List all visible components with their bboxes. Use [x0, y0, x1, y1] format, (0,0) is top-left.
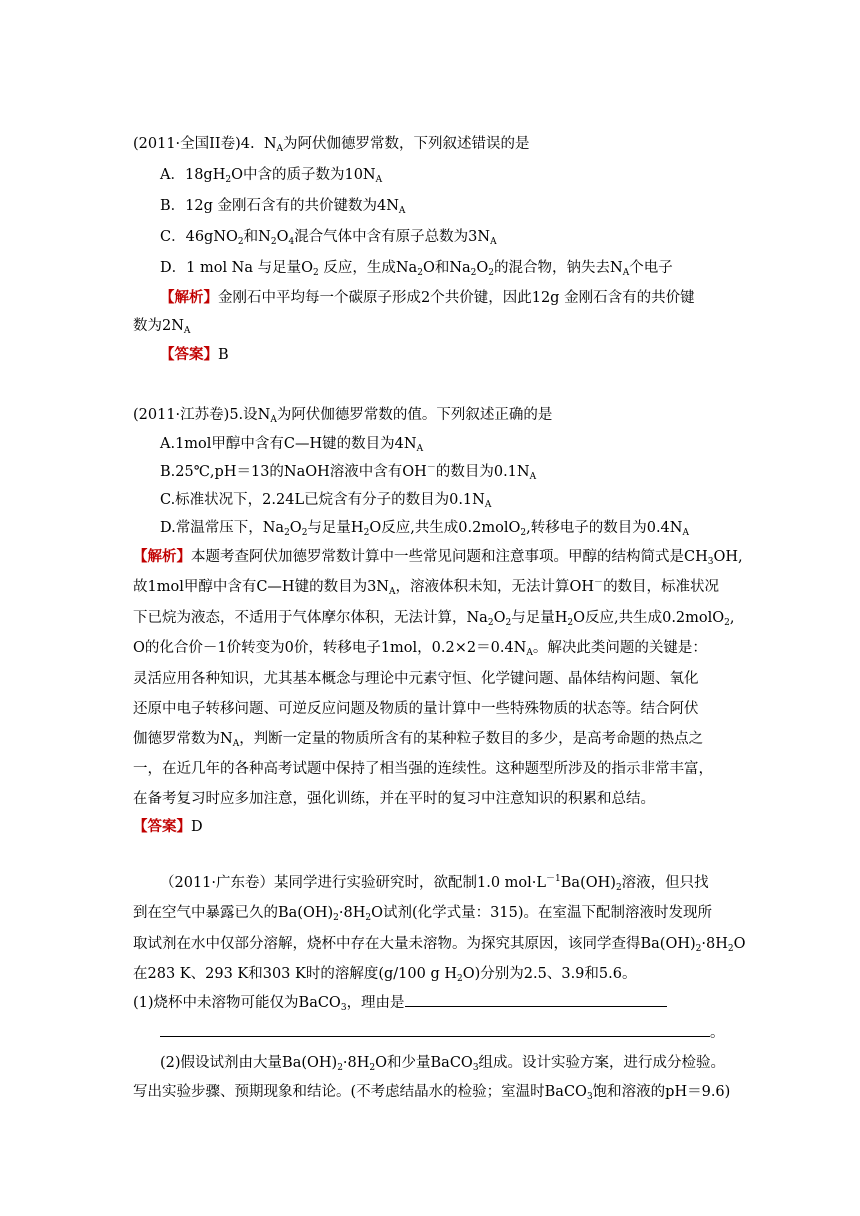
- q2-answer: [133, 817, 203, 837]
- q1-option-b: B．12g 金刚石含有的共价键数为$4N_A$: [160, 198, 406, 216]
- q3-para-line-0: （2011·广东卷）某同学进行实验研究时，欲配制1.0 $mol\cdot L^{-1}Ba(OH)_2$溶液，但只找: [160, 874, 709, 893]
- q2-source: (2011·江苏卷)5.: [133, 407, 244, 423]
- q3-sub1-text: (1)烧杯中未溶物可能仅为BaCO$_3$，理由是: [133, 995, 405, 1013]
- q2-analysis-line-0: [133, 547, 743, 567]
- q3-sub2-line-0: (2)假设试剂由大量$Ba(OH)_2\cdot 8H_2O$和少量BaCO$_3$组成。设计实验方案，进行成分检验。: [160, 1055, 726, 1073]
- q1-analysis-text-1: 金刚石中平均每一个碳原子形成2个共价键，因此12g 金刚石含有的共价键: [218, 290, 695, 306]
- q1-answer-tag: 【答案】: [160, 346, 218, 363]
- q2-analysis-text-0: 本题考查阿伏加德罗常数计算中一些常见问题和注意事项。甲醇的结构简式是$CH_3OH$,: [191, 549, 743, 567]
- q2-answer-tag: 【答案】: [133, 818, 191, 835]
- q3-sub1-end: 。: [710, 1025, 725, 1041]
- q3-para-line-2: 取试剂在水中仅部分溶解，烧杯中存在大量未溶物。为探究其原因，该同学查得$Ba(OH)_2\cdot 8H_2O$: [133, 936, 746, 954]
- q1-option-c: C．46gNO$_2$和$N_2O_4$混合气体中含有原子总数为$3N_A$: [160, 229, 497, 247]
- q2-analysis-tag: 【解析】: [133, 548, 191, 565]
- q1-option-d: D．1 mol Na 与足量$O_2$ 反应，生成$Na_2O$和$Na_2O_2$的混合物，钠失去$N_A$个电子: [160, 260, 673, 278]
- q1-header: [133, 134, 530, 154]
- q3-para-line-3: 在283 K、293 K和303 K时的溶解度(g/100 g $H_2O$)分别为2.5、3.9和5.6。: [133, 966, 637, 984]
- q2-header: [133, 405, 552, 425]
- q3-sub1-blank-line: [160, 1022, 725, 1043]
- q2-stem: 设$N_A$为阿伏伽德罗常数的值。下列叙述正确的是: [243, 407, 553, 425]
- q2-analysis-line-1: 故1mol甲醇中含有C—H键的数目为$3N_A$，溶液体积未知，无法计算OH－的数目，标准状况: [133, 578, 720, 597]
- q2-answer-value: D: [191, 819, 203, 835]
- q2-analysis-line-2: 下已烷为液态，不适用于气体摩尔体积，无法计算，$Na_2O_2$与足量$H_2O$反应,共生成0.2molO$_2$,: [133, 610, 735, 628]
- q2-option-c: C.标准状况下，2.24L已烷含有分子的数目为$0.1N_A$: [160, 492, 492, 510]
- q2-analysis-line-8: 在备考复习时应多加注意，强化训练，并在平时的复习中注意知识的积累和总结。: [133, 791, 655, 807]
- q3-para-line-1: 到在空气中暴露已久的$Ba(OH)_2\cdot 8H_2O$试剂(化学式量：315)。在室温下配制溶液时发现所: [133, 905, 712, 923]
- q2-analysis-line-3: O的化合价－1价转变为0价，转移电子1mol，$0.2\times 2=0.4N_A$。解决此类问题的关键是：: [133, 640, 707, 658]
- q3-subquestion-1: [133, 992, 667, 1013]
- q2-analysis-line-5: 还原中电子转移问题、可逆反应问题及物质的量计算中一些特殊物质的状态等。结合阿伏: [133, 701, 699, 717]
- q2-analysis-line-6: 伽德罗常数为$N_A$，判断一定量的物质所含有的某种粒子数目的多少，是高考命题的热点之: [133, 731, 704, 749]
- q3-sub2-line-1: 写出实验步骤、预期现象和结论。(不考虑结晶水的检验；室温时BaCO$_3$饱和溶液的pH＝9.6): [133, 1084, 731, 1102]
- q1-option-a: A．$18gH_2O$中含的质子数为$10N_A$: [160, 167, 383, 185]
- q1-stem: $N_A$为阿伏伽德罗常数，下列叙述错误的是: [263, 136, 530, 154]
- q2-analysis-line-7: 一，在近几年的各种高考试题中保持了相当强的连续性。这种题型所涉及的指示非常丰富，: [133, 761, 713, 777]
- q2-option-b: B.25℃,pH＝13的NaOH溶液中含有OH－的数目为$0.1N_A$: [160, 463, 537, 482]
- q1-analysis-text-2: 数为$2N_A$: [133, 318, 191, 336]
- q2-analysis-line-4: 灵活应用各种知识，尤其基本概念与理论中元素守恒、化学键问题、晶体结构问题、氧化: [133, 671, 699, 687]
- q2-option-a: A.1mol甲醇中含有C—H键的数目为$4N_A$: [160, 436, 424, 454]
- q1-answer: [160, 345, 229, 365]
- q1-source: (2011·全国II卷)4.: [133, 136, 255, 152]
- q1-analysis-tag: 【解析】: [160, 289, 218, 306]
- q1-answer-value: B: [218, 347, 229, 363]
- q1-analysis: [160, 288, 695, 308]
- q3-sub1-blank-1[interactable]: [405, 992, 667, 1007]
- q3-sub1-blank-2[interactable]: [160, 1022, 710, 1037]
- q2-option-d: D.常温常压下，$Na_2O_2$与足量$H_2O$反应,共生成0.2molO$_2$,转移电子的数目为$0.4N_A$: [160, 520, 689, 538]
